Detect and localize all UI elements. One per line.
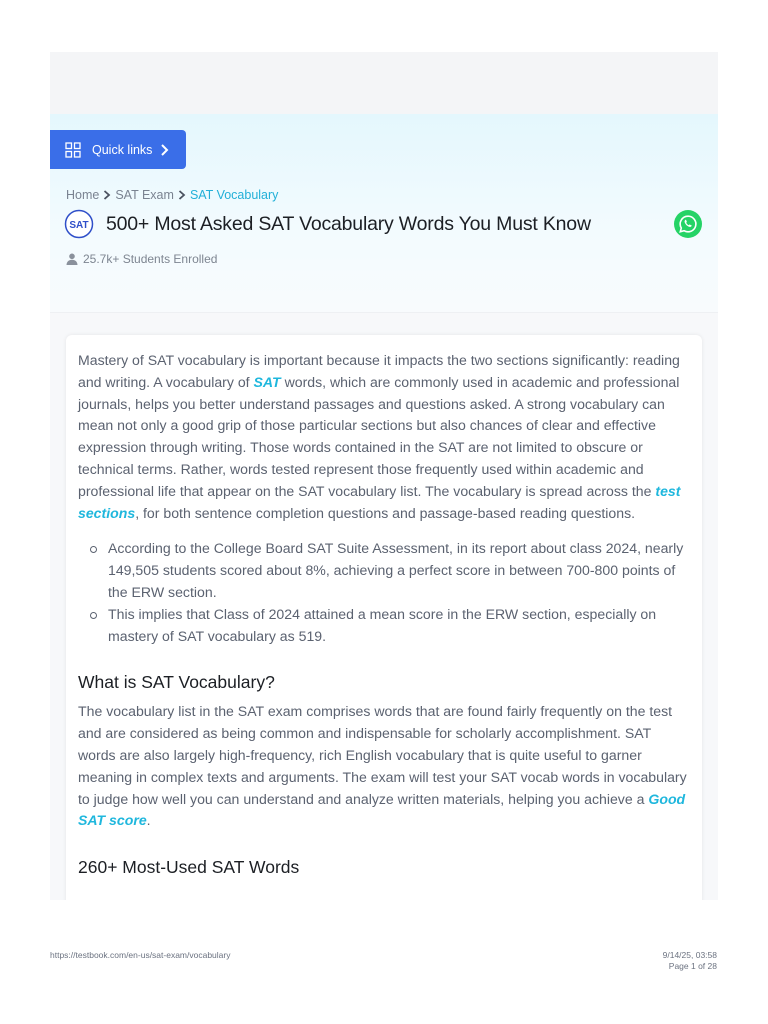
chevron-right-icon <box>160 144 170 156</box>
sat-link[interactable]: SAT <box>253 373 281 390</box>
good-sat-score-link[interactable]: Good SAT score <box>78 790 686 829</box>
whatsapp-share-icon[interactable] <box>673 209 703 239</box>
page-title: 500+ Most Asked SAT Vocabulary Words You Must Know <box>106 212 591 235</box>
what-is-paragraph <box>78 701 690 832</box>
test-sections-link[interactable]: test sections <box>78 482 681 521</box>
intro-text-1: Mastery of SAT vocabulary is important because it impacts the two sections significantly: reading and writing. A vocabulary of <box>78 352 680 390</box>
footer-datetime: 9/14/25, 03:58 <box>662 950 717 960</box>
breadcrumb-current: SAT Vocabulary <box>189 188 279 202</box>
enrolled-count <box>66 252 217 266</box>
enrolled-text: 25.7k+ Students Enrolled <box>83 252 218 266</box>
sat-logo-icon <box>64 209 94 239</box>
quick-links-label: Quick links <box>92 142 153 157</box>
chevron-right-icon <box>178 190 186 200</box>
stats-list <box>78 538 690 647</box>
article-content <box>78 350 690 886</box>
footer-url: https://testbook.com/en-us/sat-exam/vocabulary <box>50 950 231 960</box>
what-is-text-1: The vocabulary list in the SAT exam comprises words that are found fairly frequently on the test and are considered as being common and indispensable for scholarly accomplishment. SAT words are also largely high-frequency, rich English vocabulary that is quite useful to garner meaning in complex texts and arguments. The exam will test your SAT vocab words in vocabulary to judge how well you can understand and analyze written materials, helping you achieve a <box>78 703 687 807</box>
badge-text: SAT <box>69 220 89 231</box>
section-heading-most-used: 260+ Most-Used SAT Words <box>78 857 300 878</box>
page-frame <box>50 52 718 900</box>
top-strip <box>50 52 718 114</box>
intro-text-2: words, which are commonly used in academic and professional journals, helps you better understand passages and questions asked. A strong vocabulary can mean not only a good grip of those particular sections but also chances of clear and effective expression through writing. Those words contained in the SAT are not limited to obscure or technical terms. Rather, words tested represent those frequently used within academic and professional life that appear on the SAT vocabulary list. The vocabulary is spread across the <box>78 373 680 499</box>
list-item: This implies that Class of 2024 attained a mean score in the ERW section, especially on mastery of SAT vocabulary as 519. <box>108 604 690 648</box>
title-row <box>64 209 591 239</box>
what-is-text-2: . <box>146 812 151 829</box>
footer-page-number: Page 1 of 28 <box>668 960 717 971</box>
intro-text-3: , for both sentence completion questions and passage-based reading questions. <box>135 504 636 521</box>
intro-paragraph <box>78 350 690 524</box>
breadcrumb-sat-exam[interactable]: SAT Exam <box>115 188 174 202</box>
breadcrumb <box>66 188 278 202</box>
quick-links-button[interactable] <box>50 130 186 169</box>
breadcrumb-home[interactable]: Home <box>66 188 100 202</box>
footer-page-info <box>663 950 717 971</box>
grid-icon <box>65 142 81 158</box>
chevron-right-icon <box>103 190 111 200</box>
user-icon <box>66 253 78 265</box>
section-heading-what-is: What is SAT Vocabulary? <box>78 672 275 693</box>
list-item: According to the College Board SAT Suite Assessment, in its report about class 2024, nearly 149,505 students scored about 8%, achieving a perfect score in between 700-800 points of the ERW section. <box>108 538 690 603</box>
